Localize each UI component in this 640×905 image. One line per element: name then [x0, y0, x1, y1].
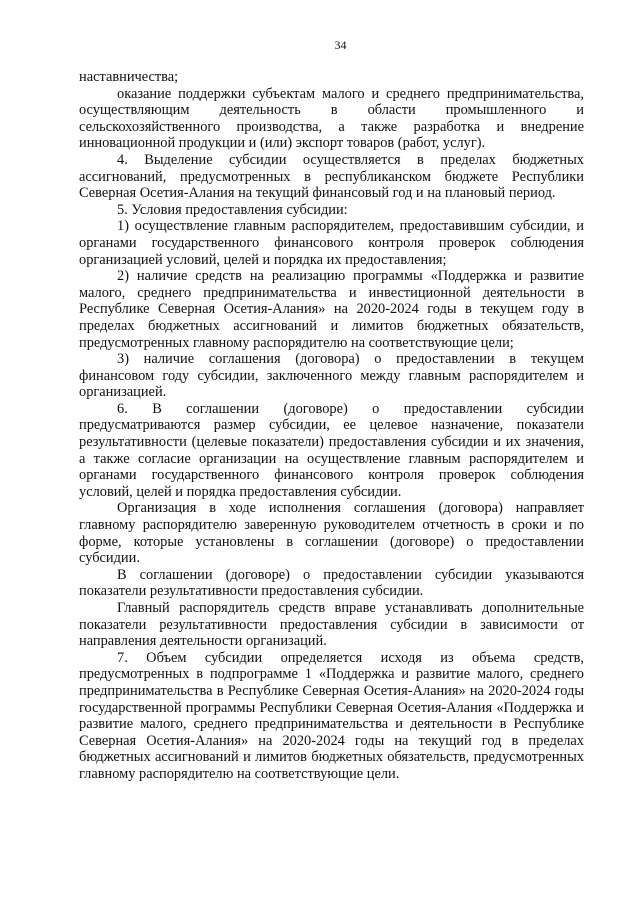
- page-number: 34: [334, 38, 347, 52]
- paragraph-condition-2: 2) наличие средств на реализацию программы «Поддержка и развитие малого, среднего предпринимательства и инвестиционной деятельности в Республике Северная Осетия-Алания» на 2020-2024 годы в текущем году в пределах бюджетных ассигнований и лимитов бюджетных обязательств, предусмотренных главному распорядителю на соответствующие цели;: [79, 268, 584, 351]
- paragraph-item-5-heading: 5. Условия предоставления субсидии:: [117, 201, 348, 218]
- paragraph-condition-1: 1) осуществление главным распорядителем, предоставившим субсидии, и органами государственного финансового контроля проверок соблюдения организацией условий, целей и порядка их предоставления;: [79, 218, 584, 268]
- paragraph-item-6: 6. В соглашении (договоре) о предоставлении субсидии предусматриваются размер субсидии, ее целевое назначение, показатели результативности (целевые показатели) предоставления субсидии и их значения, а также согласие организации на осуществление главным распорядителем и органами государственного финансового контроля проверок соблюдения условий, целей и порядка предоставления субсидии.: [79, 400, 584, 500]
- paragraph-indicators: В соглашении (договоре) о предоставлении субсидии указываются показатели результативности предоставления субсидии.: [79, 566, 584, 600]
- paragraph-additional-indicators: Главный распорядитель средств вправе устанавливать дополнительные показатели результативности предоставления субсидии в зависимости от направления деятельности организаций.: [79, 600, 584, 650]
- paragraph-item-7: 7. Объем субсидии определяется исходя из объема средств, предусмотренных в подпрограмме 1 «Поддержка и развитие малого, среднего предпринимательства в Республике Северная Осетия-Алания» на 2020-2024 годы государственной программы Республики Северная Осетия-Алания «Поддержка и развитие малого, среднего предпринимательства и деятельности в Республике Северная Осетия-Алания» на 2020-2024 годы на текущий год в пределах бюджетных ассигнований и лимитов бюджетных обязательств, предусмотренных главному распорядителю на соответствующие цели.: [79, 649, 584, 782]
- document-body: [79, 69, 584, 783]
- paragraph-reporting: Организация в ходе исполнения соглашения (договора) направляет главному распорядителю заверенную руководителем отчетность в сроки и по форме, которые установлены в соглашении (договоре) о предоставлении субсидии.: [79, 500, 584, 567]
- paragraph-condition-3: 3) наличие соглашения (договора) о предоставлении в текущем финансовом году субсидии, заключенного между главным распорядителем и организацией.: [79, 351, 584, 401]
- paragraph-support-industrial: оказание поддержки субъектам малого и среднего предпринимательства, осуществляющим деятельность в области промышленного и сельскохозяйственного производства, а также разработка и внедрение инновационной продукции и (или) экспорт товаров (работ, услуг).: [79, 85, 584, 152]
- paragraph-item-4: 4. Выделение субсидии осуществляется в пределах бюджетных ассигнований, предусмотренных в республиканском бюджете Республики Северная Осетия-Алания на текущий финансовый год и на плановый период.: [79, 151, 584, 202]
- paragraph-mentoring-end: наставничества;: [79, 69, 179, 85]
